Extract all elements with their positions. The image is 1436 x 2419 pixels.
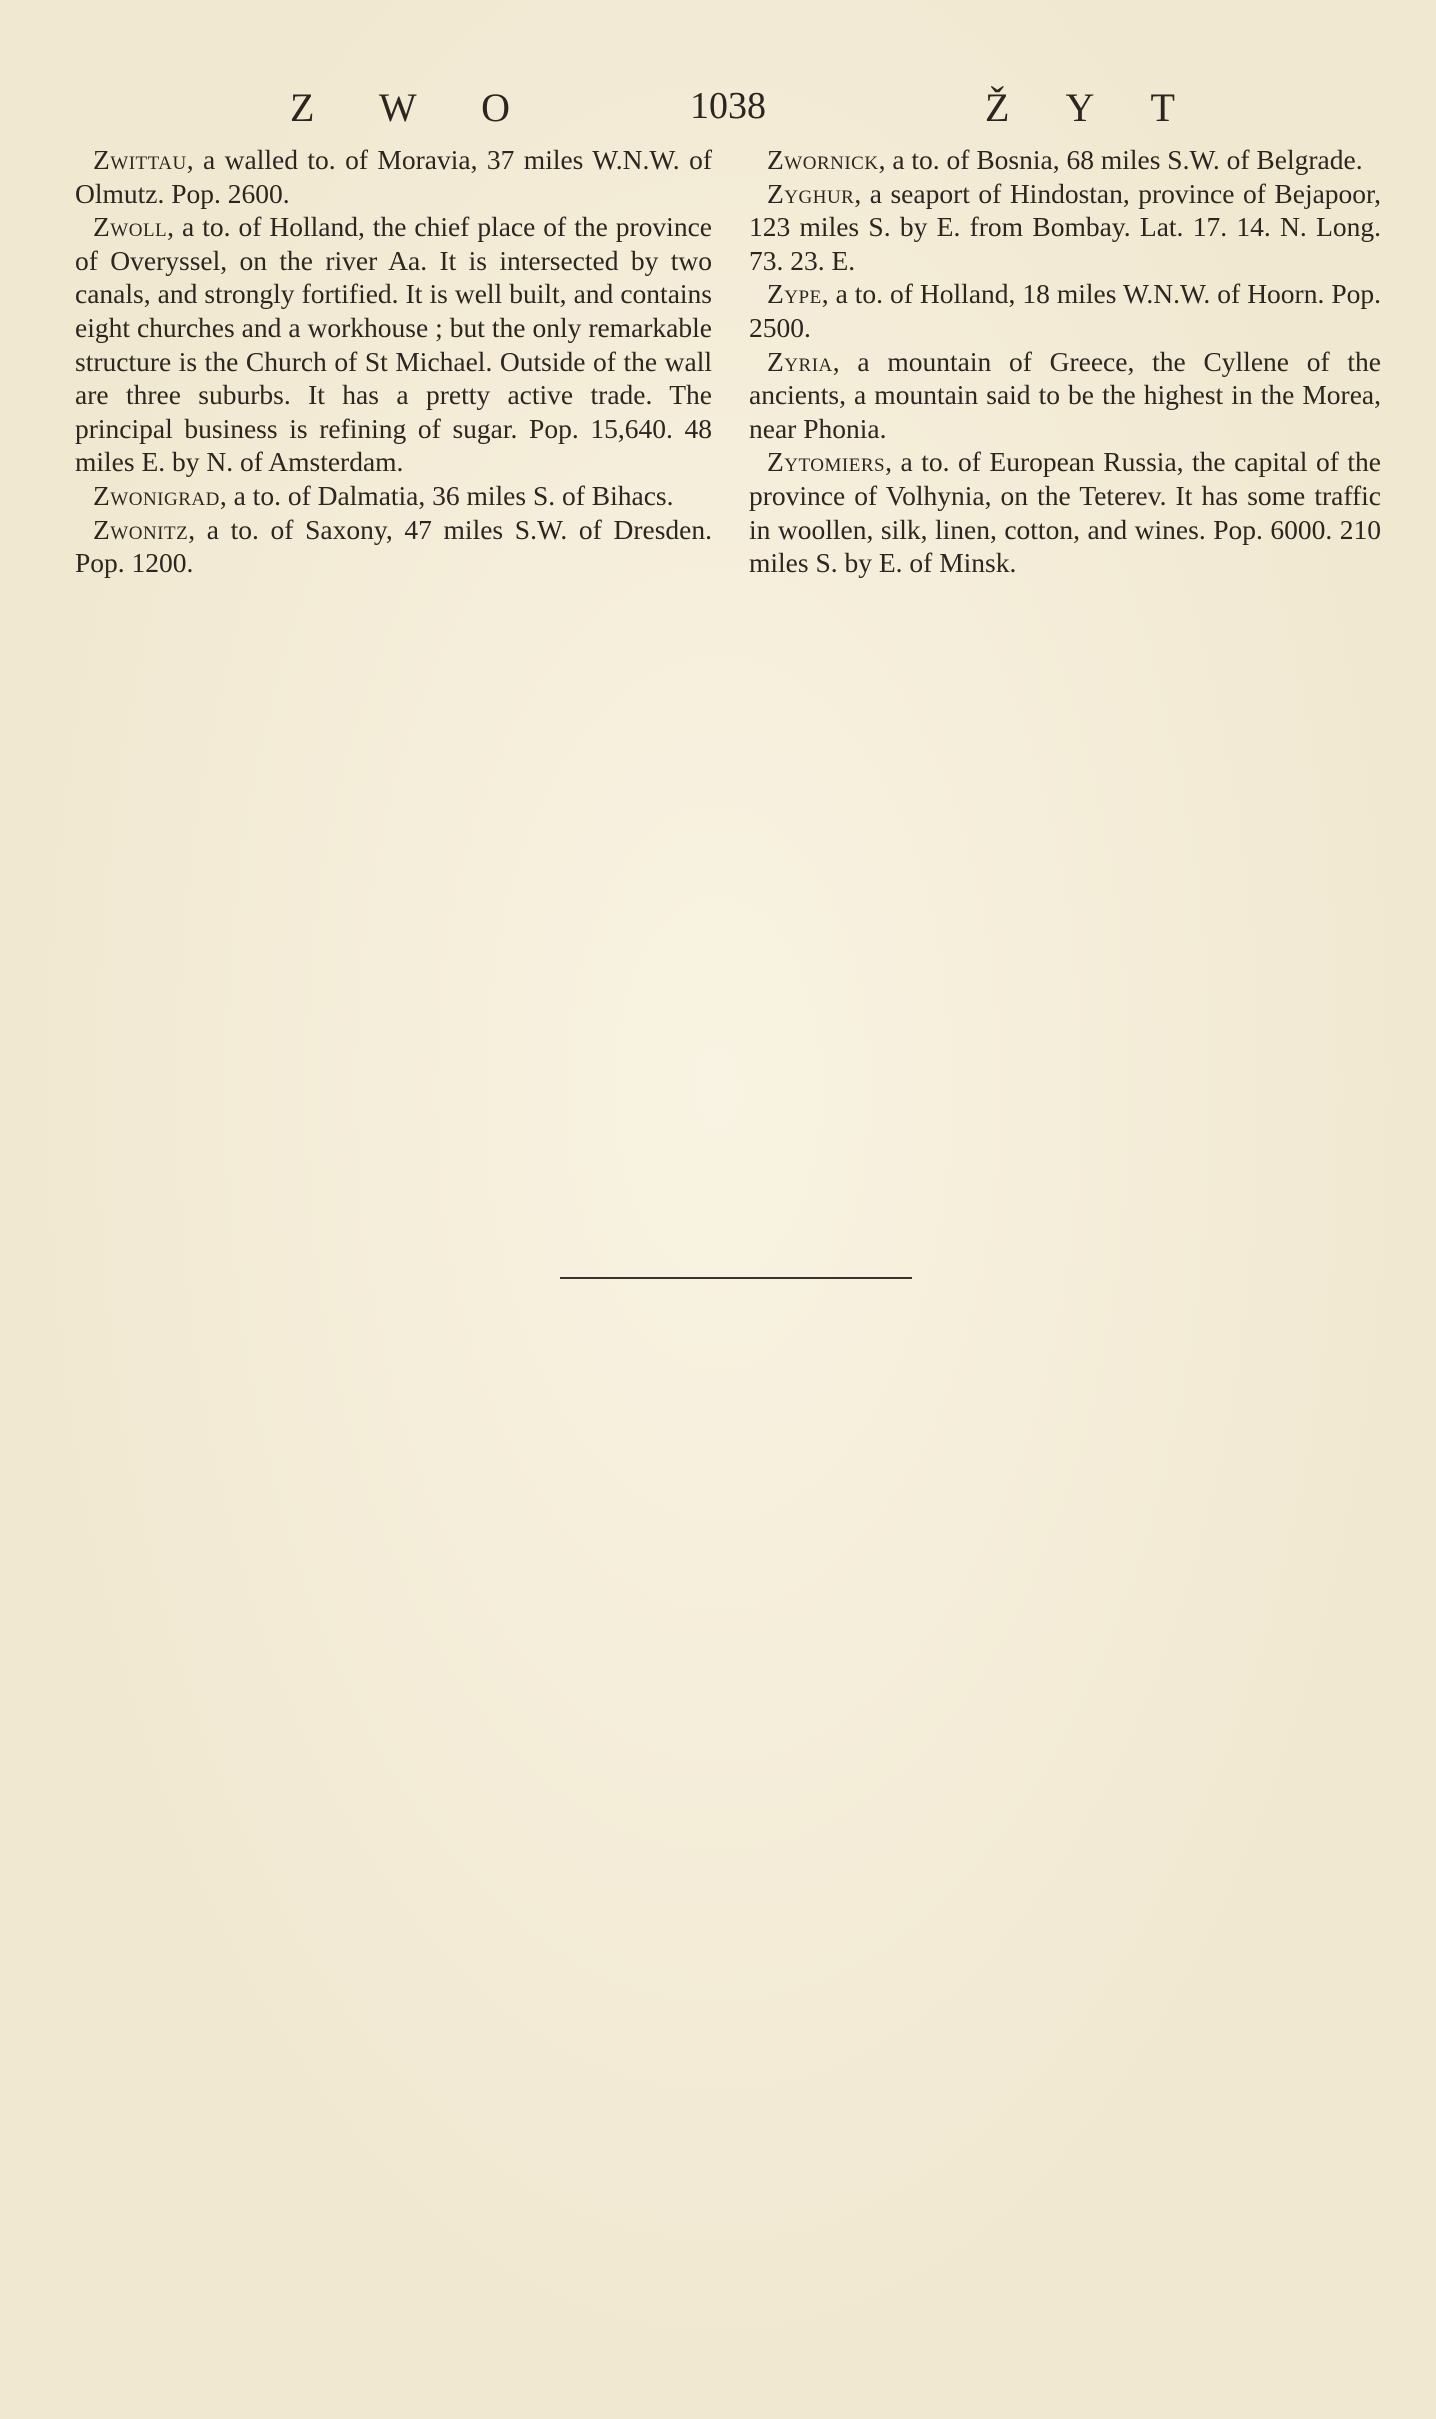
- gazetteer-entry: [749, 345, 1381, 446]
- right-column: [749, 143, 1381, 580]
- entry-text: , a to. of Holland, 18 miles W.N.W. of Hoorn. Pop. 2500.: [749, 278, 1381, 343]
- entry-headword: Zwonitz: [93, 513, 189, 545]
- entry-text: , a to. of Dalmatia, 36 miles S. of Bihacs.: [219, 479, 674, 511]
- entry-text: , a seaport of Hindostan, province of Bejapoor, 123 miles S. by E. from Bombay. Lat. 17. 14. N. Long. 73. 23. E.: [749, 177, 1381, 276]
- running-head-left: [290, 84, 510, 131]
- running-head-letter: T: [1150, 85, 1175, 130]
- entry-headword: Zype: [767, 278, 822, 310]
- entry-text: , a to. of Holland, the chief place of the province of Overyssel, on the river Aa. It is intersected by two canals, and strongly fortified. It is well built, and contains eight churches and a workhouse ; but the only remarkable structure is the Church of St Michael. Outside of the wall are three suburbs. It has a pretty active trade. The principal business is refining of sugar. Pop. 15,640. 48 miles E. by N. of Amsterdam.: [75, 211, 712, 478]
- running-head-letter: O: [481, 85, 510, 130]
- entry-headword: Zwornick: [767, 144, 879, 175]
- gazetteer-entry: [749, 143, 1381, 177]
- gazetteer-entry: [749, 177, 1381, 278]
- entry-text: , a mountain of Greece, the Cyllene of the ancients, a mountain said to be the highest in the Morea, near Phonia.: [749, 345, 1381, 444]
- entry-headword: Zwittau: [93, 144, 187, 175]
- gazetteer-entry: [749, 277, 1381, 344]
- entry-text: , a to. of Bosnia, 68 miles S.W. of Belgrade.: [878, 144, 1363, 175]
- entry-headword: Zyria: [767, 345, 833, 377]
- gazetteer-entry: [75, 513, 712, 580]
- entry-text: , a to. of Saxony, 47 miles S.W. of Dresden. Pop. 1200.: [75, 513, 712, 579]
- gazetteer-entry: [75, 479, 712, 513]
- page-number: 1038: [690, 85, 766, 127]
- left-column: [75, 143, 712, 580]
- entry-headword: Zytomiers: [767, 446, 886, 478]
- running-head-right: [985, 84, 1175, 131]
- gazetteer-entry: [75, 143, 712, 210]
- running-head: [0, 84, 1436, 134]
- running-head-letter: W: [378, 85, 417, 130]
- entry-text: , a to. of European Russia, the capital of the province of Volhynia, on the Teterev. It has some traffic in woollen, silk, linen, cotton, and wines. Pop. 6000. 210 miles S. by E. of Minsk.: [749, 446, 1381, 579]
- entry-text: , a walled to. of Moravia, 37 miles W.N.W. of Olmutz. Pop. 2600.: [75, 144, 712, 209]
- gazetteer-entry: [749, 445, 1381, 579]
- gazetteer-entry: [75, 210, 712, 479]
- entry-headword: Zwonigrad: [93, 479, 220, 511]
- running-head-letter: Z: [290, 85, 315, 130]
- running-head-letter: Ž: [985, 85, 1010, 130]
- entry-headword: Zyghur: [767, 177, 855, 209]
- end-rule: [560, 1277, 912, 1279]
- running-head-letter: Y: [1065, 85, 1095, 130]
- entry-headword: Zwoll: [93, 211, 168, 243]
